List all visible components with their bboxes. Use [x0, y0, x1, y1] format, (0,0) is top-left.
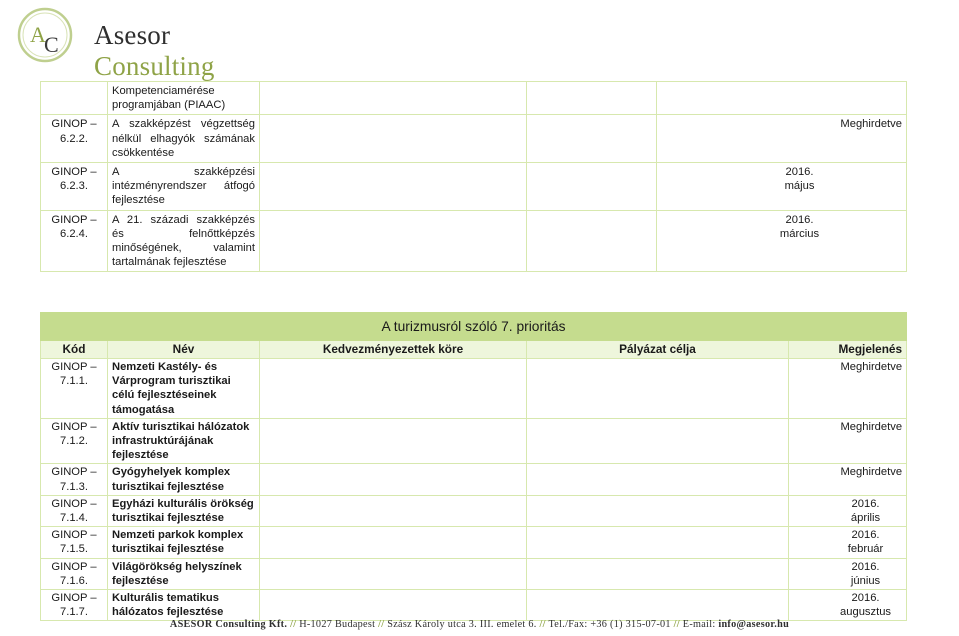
row-name: Egyházi kulturális örökség turisztikai fejlesztése	[108, 495, 260, 526]
row-beneficiaries	[260, 82, 527, 115]
row-date-line: február	[847, 543, 884, 556]
table-row	[41, 210, 907, 272]
row-code-line: 7.1.4.	[60, 512, 88, 525]
row-date-line: Meghirdetve	[840, 420, 903, 433]
footer-email-label: E-mail:	[682, 619, 716, 630]
row-name: A szakképzési intézményrendszer átfogó fejlesztése	[108, 163, 260, 211]
row-name: Nemzeti Kastély- és Várprogram turisztikai célú fejlesztéseinek támogatása	[108, 359, 260, 419]
table-row	[41, 558, 907, 589]
table-row	[41, 464, 907, 495]
tourism-priority-table	[40, 312, 907, 621]
footer-company: ASESOR Consulting Kft.	[169, 619, 288, 630]
row-code	[41, 82, 108, 115]
row-date-line: május	[784, 180, 815, 193]
table-row	[41, 359, 907, 419]
row-code-line: GINOP –	[51, 529, 97, 542]
logo-emblem-icon	[14, 6, 84, 66]
logo-word-consulting: Consulting	[94, 51, 215, 81]
header-nev: Név	[108, 341, 260, 359]
row-purpose	[527, 558, 789, 589]
row-code	[41, 210, 108, 272]
row-code	[41, 590, 108, 621]
ginop-6-table	[40, 81, 907, 272]
company-logo	[14, 6, 274, 81]
row-code-line: GINOP –	[51, 560, 97, 573]
row-date-line: 2016.	[851, 592, 880, 605]
header-megjelenes: Megjelenés	[789, 341, 907, 359]
row-code-line: GINOP –	[51, 213, 97, 226]
row-date	[657, 115, 907, 163]
row-date	[657, 163, 907, 211]
row-date	[789, 590, 907, 621]
logo-wordmark	[94, 20, 274, 82]
row-date-line: 2016.	[851, 560, 880, 573]
row-date-line: Meghirdetve	[840, 466, 903, 479]
table-row	[41, 115, 907, 163]
row-code-line: GINOP –	[51, 592, 97, 605]
row-name: Világörökség helyszínek fejlesztése	[108, 558, 260, 589]
row-name: A szakképzést végzettség nélkül elhagyók számának csökkentése	[108, 115, 260, 163]
row-name: Gyógyhelyek komplex turisztikai fejlesztése	[108, 464, 260, 495]
row-code	[41, 527, 108, 558]
row-code-line: 7.1.7.	[60, 606, 88, 619]
footer-separator: //	[290, 619, 297, 630]
row-date	[789, 359, 907, 419]
table-row	[41, 82, 907, 115]
row-beneficiaries	[260, 359, 527, 419]
table-row	[41, 527, 907, 558]
row-name: Nemzeti parkok komplex turisztikai fejlesztése	[108, 527, 260, 558]
row-code-line: 7.1.1.	[60, 375, 88, 388]
row-date-line: 2016.	[785, 166, 814, 179]
table-header-row	[41, 341, 907, 359]
row-date-line: Meghirdetve	[840, 118, 902, 131]
table-row	[41, 495, 907, 526]
row-code-line: GINOP –	[51, 361, 97, 373]
row-date	[789, 495, 907, 526]
row-code	[41, 495, 108, 526]
row-date-line: június	[850, 574, 881, 587]
footer-phone: Tel./Fax: +36 (1) 315-07-01	[548, 619, 671, 630]
row-purpose	[527, 527, 789, 558]
svg-text:A: A	[30, 22, 46, 47]
row-date	[789, 558, 907, 589]
header-kod: Kód	[41, 341, 108, 359]
table-row	[41, 418, 907, 464]
row-name: Aktív turisztikai hálózatok infrastruktúrájának fejlesztése	[108, 418, 260, 464]
row-date-line: augusztus	[840, 606, 892, 619]
table-row	[41, 590, 907, 621]
row-purpose	[527, 495, 789, 526]
row-date	[789, 418, 907, 464]
row-date	[789, 464, 907, 495]
row-beneficiaries	[260, 495, 527, 526]
row-beneficiaries	[260, 464, 527, 495]
row-code-line: 6.2.3.	[60, 180, 88, 193]
svg-text:C: C	[44, 32, 59, 57]
row-code-line: GINOP –	[51, 466, 97, 479]
header-palyazat-celja: Pályázat célja	[527, 341, 789, 359]
row-date-line: március	[779, 227, 820, 240]
row-beneficiaries	[260, 527, 527, 558]
row-code	[41, 464, 108, 495]
row-purpose	[527, 210, 657, 272]
page-footer	[0, 619, 959, 630]
row-purpose	[527, 82, 657, 115]
row-date-line: 2016.	[851, 529, 880, 542]
row-code-line: GINOP –	[51, 420, 97, 433]
row-code-line: 7.1.6.	[60, 574, 88, 587]
row-code	[41, 163, 108, 211]
row-date-line: 2016.	[785, 213, 814, 226]
row-code	[41, 115, 108, 163]
table-row	[41, 163, 907, 211]
row-beneficiaries	[260, 163, 527, 211]
row-purpose	[527, 163, 657, 211]
footer-street: Szász Károly utca 3. III. emelet 6.	[387, 619, 537, 630]
row-purpose	[527, 590, 789, 621]
row-code	[41, 558, 108, 589]
row-code-line: GINOP –	[51, 166, 97, 179]
row-beneficiaries	[260, 418, 527, 464]
row-code-line: 7.1.2.	[60, 435, 88, 448]
row-code-line: 7.1.5.	[60, 543, 88, 556]
row-beneficiaries	[260, 558, 527, 589]
row-name: Kulturális tematikus hálózatos fejlesztése	[108, 590, 260, 621]
row-code-line: GINOP –	[51, 118, 97, 131]
row-name: Kompetenciamérése programjában (PIAAC)	[108, 82, 260, 115]
row-purpose	[527, 359, 789, 419]
row-code-line: GINOP –	[51, 497, 97, 510]
row-date-line: Meghirdetve	[840, 361, 903, 373]
row-beneficiaries	[260, 590, 527, 621]
header-kedvezmenyezettek: Kedvezményezettek köre	[260, 341, 527, 359]
row-date-line: április	[850, 512, 881, 525]
row-date-line: 2016.	[851, 497, 880, 510]
row-date	[657, 82, 907, 115]
row-purpose	[527, 464, 789, 495]
row-purpose	[527, 418, 789, 464]
tourism-priority-title: A turizmusról szóló 7. prioritás	[41, 313, 907, 341]
row-code-line: 6.2.2.	[60, 132, 88, 145]
row-code	[41, 418, 108, 464]
row-name: A 21. századi szakképzés és felnőttképzés minőségének, valamint tartalmának fejlesztése	[108, 210, 260, 272]
row-code	[41, 359, 108, 419]
footer-address: H-1027 Budapest	[299, 619, 376, 630]
row-beneficiaries	[260, 115, 527, 163]
footer-separator: //	[673, 619, 680, 630]
footer-separator: //	[378, 619, 385, 630]
logo-word-asesor: Asesor	[94, 20, 171, 50]
row-beneficiaries	[260, 210, 527, 272]
row-date	[789, 527, 907, 558]
row-date	[657, 210, 907, 272]
row-purpose	[527, 115, 657, 163]
row-code-line: 7.1.3.	[60, 480, 88, 493]
footer-email: info@asesor.hu	[718, 619, 790, 630]
footer-separator: //	[539, 619, 546, 630]
row-code-line: 6.2.4.	[60, 227, 88, 240]
